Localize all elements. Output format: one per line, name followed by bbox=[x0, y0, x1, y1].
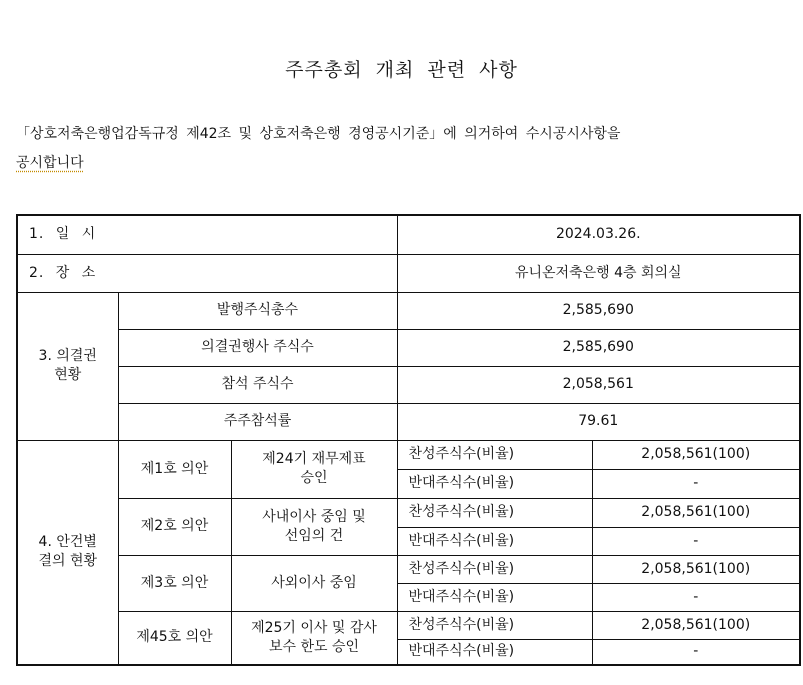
intro-line-2: 공시합니다 bbox=[16, 155, 84, 171]
agenda-title-line-1: 사내이사 중임 및 bbox=[262, 508, 366, 525]
agenda-for-label: 찬성주식수(비율) bbox=[397, 611, 592, 639]
meeting-table bbox=[16, 214, 801, 666]
voting-item-label: 의결권행사 주식수 bbox=[118, 329, 397, 366]
agenda-row bbox=[17, 555, 800, 583]
agenda-for-label: 찬성주식수(비율) bbox=[397, 555, 592, 583]
agenda-against-value: - bbox=[592, 639, 800, 665]
agenda-against-value: - bbox=[592, 583, 800, 611]
agenda-row bbox=[17, 498, 800, 527]
agenda-against-label: 반대주식수(비율) bbox=[397, 639, 592, 665]
agenda-title bbox=[231, 440, 397, 498]
agenda-against-label: 반대주식수(비율) bbox=[397, 469, 592, 498]
voting-row bbox=[17, 329, 800, 366]
agenda-title bbox=[231, 555, 397, 611]
agenda-label bbox=[17, 440, 118, 665]
agenda-title-line-2: 승인 bbox=[300, 470, 328, 486]
agenda-against-value: - bbox=[592, 469, 800, 498]
agenda-for-label: 찬성주식수(비율) bbox=[397, 498, 592, 527]
voting-row bbox=[17, 292, 800, 329]
agenda-no: 제2호 의안 bbox=[118, 498, 231, 555]
agenda-for-value: 2,058,561(100) bbox=[592, 440, 800, 469]
date-label: 1. 일 시 bbox=[17, 215, 397, 254]
voting-label-line-2: 현황 bbox=[54, 367, 82, 383]
voting-label bbox=[17, 292, 118, 440]
agenda-against-value: - bbox=[592, 527, 800, 555]
place-value: 유니온저축은행 4층 회의실 bbox=[397, 254, 800, 292]
voting-row bbox=[17, 366, 800, 403]
voting-item-value: 2,058,561 bbox=[397, 366, 800, 403]
voting-item-value: 79.61 bbox=[397, 403, 800, 440]
intro-line-1: 「상호저축은행업감독규정 제42조 및 상호저축은행 경영공시기준」에 의거하여 수시공시사항을 bbox=[16, 126, 621, 142]
agenda-for-value: 2,058,561(100) bbox=[592, 555, 800, 583]
agenda-label-line-1: 4. 안건별 bbox=[38, 534, 97, 551]
agenda-row bbox=[17, 611, 800, 639]
date-row bbox=[17, 215, 800, 254]
voting-item-label: 참석 주식수 bbox=[118, 366, 397, 403]
voting-item-value: 2,585,690 bbox=[397, 329, 800, 366]
agenda-title bbox=[231, 498, 397, 555]
voting-item-value: 2,585,690 bbox=[397, 292, 800, 329]
agenda-title-line-1: 제24기 재무제표 bbox=[262, 451, 366, 467]
agenda-title bbox=[231, 611, 397, 665]
place-label: 2. 장 소 bbox=[17, 254, 397, 292]
voting-row bbox=[17, 403, 800, 440]
page-title: 주주총회 개최 관련 사항 bbox=[285, 59, 518, 81]
place-row bbox=[17, 254, 800, 292]
agenda-against-label: 반대주식수(비율) bbox=[397, 527, 592, 555]
agenda-title-line-2: 선임의 건 bbox=[284, 527, 344, 544]
voting-item-label: 발행주식총수 bbox=[118, 292, 397, 329]
voting-label-line-1: 3. 의결권 bbox=[38, 348, 97, 364]
agenda-no: 제1호 의안 bbox=[118, 440, 231, 498]
agenda-for-value: 2,058,561(100) bbox=[592, 611, 800, 639]
agenda-for-value: 2,058,561(100) bbox=[592, 498, 800, 527]
agenda-label-line-2: 결의 현황 bbox=[38, 553, 98, 570]
agenda-no: 제45호 의안 bbox=[118, 611, 231, 665]
agenda-against-label: 반대주식수(비율) bbox=[397, 583, 592, 611]
agenda-title-line-2: 보수 한도 승인 bbox=[268, 638, 360, 655]
agenda-no: 제3호 의안 bbox=[118, 555, 231, 611]
agenda-title-line-1: 제25기 이사 및 감사 bbox=[251, 619, 377, 636]
agenda-row bbox=[17, 440, 800, 469]
agenda-title-line-1: 사외이사 중임 bbox=[271, 574, 357, 591]
date-value: 2024.03.26. bbox=[397, 215, 800, 254]
voting-item-label: 주주참석률 bbox=[118, 403, 397, 440]
agenda-for-label: 찬성주식수(비율) bbox=[397, 440, 592, 469]
intro-text bbox=[16, 120, 803, 178]
